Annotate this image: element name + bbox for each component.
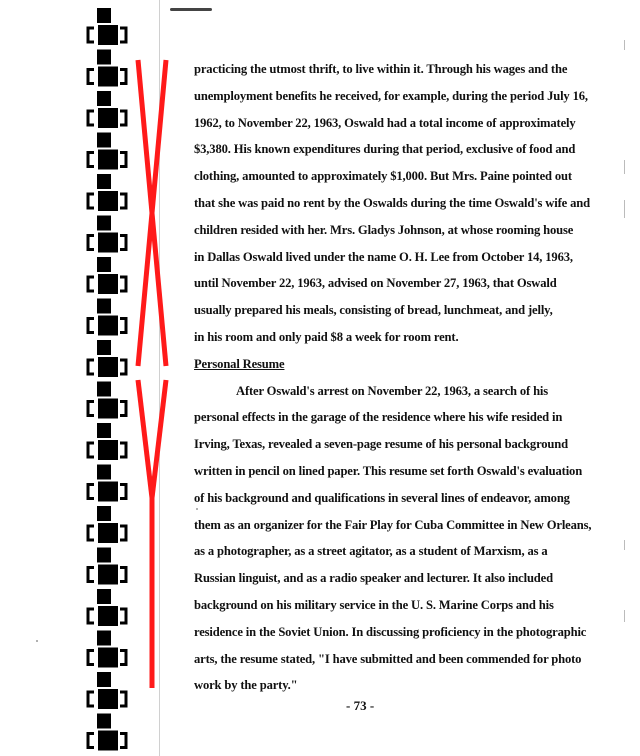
binding-ring — [98, 150, 118, 170]
text-line: written in pencil on lined paper. This resume set forth Oswald's evaluation — [194, 463, 583, 478]
binding-ring — [98, 316, 118, 336]
binding-ring — [88, 236, 94, 250]
binding-ring — [98, 191, 118, 211]
binding-ring — [97, 382, 111, 397]
binding-ring — [98, 25, 118, 45]
binding-ring — [88, 651, 94, 665]
scan-speck — [36, 640, 38, 642]
text-line: in Dallas Oswald lived under the name O. H. Lee from October 14, 1963, — [194, 249, 573, 264]
binding-ring — [120, 277, 126, 291]
binding-ring — [97, 8, 111, 23]
binding-ring — [98, 689, 118, 709]
binding-ring — [98, 274, 118, 294]
text-line: until November 22, 1963, advised on November 27, 1963, that Oswald — [194, 276, 557, 291]
binding-ring — [98, 108, 118, 128]
binding-ring — [88, 111, 94, 125]
binding-ring — [120, 402, 126, 416]
text-line: them as an organizer for the Fair Play for Cuba Committee in New Orleans, — [194, 517, 592, 532]
binding-ring — [88, 319, 94, 333]
binding-ring — [120, 609, 126, 623]
text-line: unemployment benefits he received, for example, during the period July 16, — [194, 88, 588, 103]
binding-ring — [98, 482, 118, 502]
document-body — [194, 56, 604, 699]
binding-ring — [120, 319, 126, 333]
binding-ring — [88, 402, 94, 416]
paragraph-1 — [194, 56, 604, 351]
binding-ring — [97, 714, 111, 729]
binding-ring — [88, 194, 94, 208]
text-line: personal effects in the garage of the residence where his wife resided in — [194, 410, 563, 425]
binding-ring — [120, 651, 126, 665]
text-line: 1962, to November 22, 1963, Oswald had a total income of approximately — [194, 115, 576, 130]
binding-ring — [97, 548, 111, 563]
binding-ring — [97, 50, 111, 65]
binding-ring — [120, 692, 126, 706]
binding-ring — [120, 568, 126, 582]
binding-ring — [97, 589, 111, 604]
scan-artifact — [624, 540, 625, 550]
scan-speck — [196, 508, 198, 510]
text-line: After Oswald's arrest on November 22, 1963, a search of his — [236, 383, 549, 398]
binding-ring — [97, 216, 111, 231]
binding-ring — [98, 565, 118, 585]
text-line: background on his military service in the U. S. Marine Corps and his — [194, 597, 554, 612]
binding-ring — [120, 485, 126, 499]
red-x-margin-mark — [132, 58, 172, 368]
binding-ring — [97, 133, 111, 148]
text-line: in his room and only paid $8 a week for room rent. — [194, 329, 459, 344]
text-line: Irving, Texas, revealed a seven-page resume of his personal background — [194, 437, 568, 452]
binding-ring — [88, 360, 94, 374]
spiral-binding — [80, 8, 140, 753]
binding-ring — [98, 399, 118, 419]
binding-ring — [88, 443, 94, 457]
binding-ring — [120, 734, 126, 748]
binding-ring — [88, 526, 94, 540]
text-line: $3,380. His known expenditures during that period, exclusive of food and — [194, 142, 576, 157]
binding-ring — [97, 506, 111, 521]
binding-ring — [120, 236, 126, 250]
binding-ring — [98, 357, 118, 377]
binding-ring — [88, 485, 94, 499]
scan-artifact — [624, 200, 625, 218]
text-line: clothing, amounted to approximately $1,000. But Mrs. Paine pointed out — [194, 169, 572, 184]
binding-ring — [120, 526, 126, 540]
binding-ring — [98, 440, 118, 460]
text-line: practicing the utmost thrift, to live within it. Through his wages and the — [194, 62, 568, 76]
binding-ring — [98, 67, 118, 87]
text-line: children resided with her. Mrs. Gladys Johnson, at whose rooming house — [194, 222, 574, 237]
binding-ring — [97, 174, 111, 189]
section-heading: Personal Resume — [194, 356, 285, 371]
binding-ring — [88, 70, 94, 84]
text-line: that she was paid no rent by the Oswalds during the time Oswald's wife and — [194, 195, 590, 210]
binding-ring — [97, 91, 111, 106]
text-line: Russian linguist, and as a radio speaker and lecturer. It also included — [194, 571, 553, 586]
binding-ring — [88, 28, 94, 42]
binding-ring — [120, 194, 126, 208]
binding-ring — [120, 28, 126, 42]
binding-ring — [88, 609, 94, 623]
text-line: arts, the resume stated, "I have submitted and been commended for photo — [194, 651, 582, 666]
text-line: of his background and qualifications in several lines of endeavor, among — [194, 490, 570, 505]
binding-ring — [88, 153, 94, 167]
binding-ring — [120, 111, 126, 125]
scan-artifact — [624, 40, 625, 50]
binding-ring — [88, 277, 94, 291]
binding-ring — [98, 731, 118, 751]
binding-ring — [97, 631, 111, 646]
binding-ring — [120, 153, 126, 167]
binding-ring — [97, 423, 111, 438]
text-line: work by the party." — [194, 678, 298, 693]
text-line: usually prepared his meals, consisting of bread, lunchmeat, and jelly, — [194, 303, 553, 318]
binding-ring — [120, 443, 126, 457]
scan-smudge — [170, 8, 212, 11]
binding-ring — [97, 672, 111, 687]
binding-ring — [120, 360, 126, 374]
binding-ring — [97, 299, 111, 314]
scan-artifact — [624, 160, 625, 174]
scan-artifact — [624, 610, 625, 622]
binding-ring — [98, 606, 118, 626]
binding-ring — [98, 648, 118, 668]
binding-ring — [98, 523, 118, 543]
red-y-margin-mark — [132, 378, 172, 690]
page-number: - 73 - — [346, 698, 375, 713]
binding-ring — [97, 465, 111, 480]
binding-ring — [120, 70, 126, 84]
paragraph-2 — [194, 378, 604, 700]
binding-ring — [88, 734, 94, 748]
binding-ring — [98, 233, 118, 253]
binding-ring — [88, 692, 94, 706]
binding-ring — [97, 340, 111, 355]
text-line: residence in the Soviet Union. In discussing proficiency in the photographic — [194, 624, 587, 639]
binding-ring — [88, 568, 94, 582]
text-line: as a photographer, as a street agitator, as a student of Marxism, as a — [194, 544, 548, 559]
binding-ring — [97, 257, 111, 272]
